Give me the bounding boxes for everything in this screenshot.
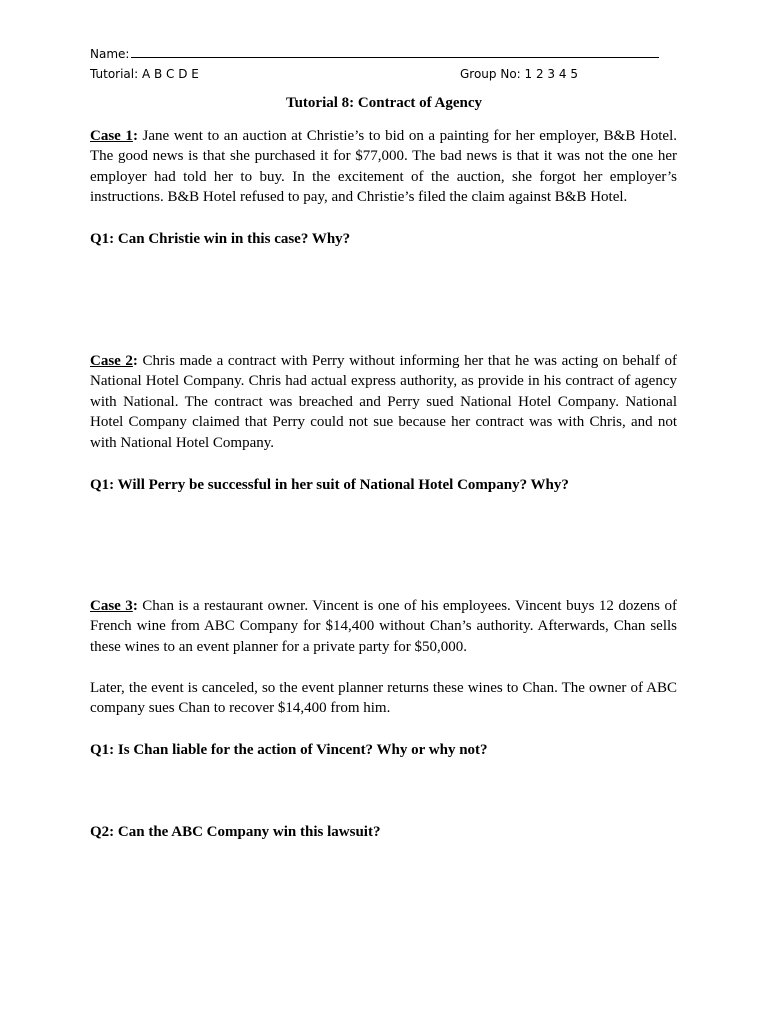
case-1-label: Case 1 [90,128,133,144]
tutorial-options: Tutorial: A B C D E [90,67,199,81]
case-3-question-2: Q2: Can the ABC Company win this lawsuit? [90,824,381,840]
name-label: Name: [90,47,130,61]
page-title: Tutorial 8: Contract of Agency [285,95,483,111]
case-3-paragraph-2: Later, the event is canceled, so the event planner returns these wines to Chan. The owner of ABC company sues Chan to recover $14,400 from him. [90,680,677,717]
name-blank-line [131,46,659,58]
case-3-paragraph: Case 3: Chan is a restaurant owner. Vincent is one of his employees. Vincent buys 12 dozens of French wine from ABC Company for $14,400 without Chan’s authority. Afterwards, Chan sells these wines to an event planner for a private party for $50,000. [90,598,677,655]
case-1-paragraph: Case 1: Jane went to an auction at Christie’s to bid on a painting for her employer, B&B Hotel. The good news is that she purchased it for $77,000. The bad news is that it was not the one her employer had told her to buy. In the excitement of the auction, she forgot her employer’s instructions. B&B Hotel refused to pay, and Christie’s filed the claim against B&B Hotel. [90,128,678,206]
case-2-text: Chris made a contract with Perry without informing her that he was acting on behalf of National Hotel Company. Chris had actual express authority, as provide in his contract of agency with National. The contract was breached and Perry sued National Hotel Company. National Hotel Company claimed that Perry could not sue because her contract was with Chris, and not with National Hotel Company. [90,353,677,451]
case-3-text: Chan is a restaurant owner. Vincent is one of his employees. Vincent buys 12 dozens of French wine from ABC Company for $14,400 without Chan’s authority. Afterwards, Chan sells these wines to an event planner for a private party for $50,000. [90,598,677,655]
case-2-label: Case 2 [90,353,133,369]
case-3-label: Case 3 [90,598,133,614]
name-field [90,46,659,62]
case-3-question-1: Q1: Is Chan liable for the action of Vincent? Why or why not? [90,742,488,758]
case-1-question-1: Q1: Can Christie win in this case? Why? [90,231,351,247]
case-2-paragraph: Case 2: Chris made a contract with Perry without informing her that he was acting on behalf of National Hotel Company. Chris had actual express authority, as provide in his contract of agency with National. The contract was breached and Perry sued National Hotel Company. National Hotel Company claimed that Perry could not sue because her contract was with Chris, and not with National Hotel Company. [90,353,677,451]
group-number-options: Group No: 1 2 3 4 5 [460,67,578,81]
case-1-text: Jane went to an auction at Christie’s to bid on a painting for her employer, B&B Hotel. The good news is that she purchased it for $77,000. The bad news is that it was not the one her employer had told her to buy. In the excitement of the auction, she forgot her employer’s instructions. B&B Hotel refused to pay, and Christie’s filed the claim against B&B Hotel. [90,128,678,206]
case-2-question-1: Q1: Will Perry be successful in her suit of National Hotel Company? Why? [90,477,569,493]
